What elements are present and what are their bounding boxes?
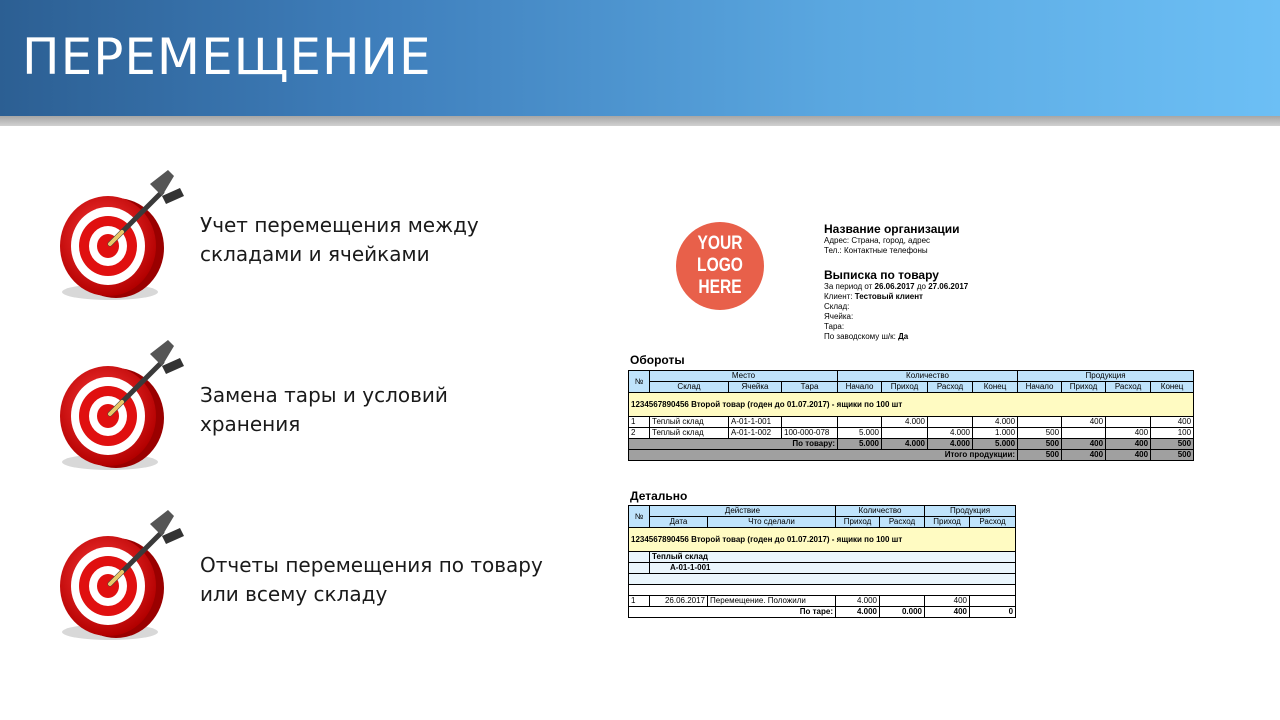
report-header — [824, 222, 968, 342]
col-in: Приход — [925, 517, 970, 528]
col-tare: Тара — [782, 382, 838, 393]
table-cell: 4.000 — [928, 439, 973, 450]
report-title: Выписка по товару — [824, 268, 939, 282]
table-cell — [1018, 417, 1062, 428]
target-icon — [50, 506, 190, 646]
table-cell: 400 — [925, 607, 970, 618]
table-cell: 4.000 — [836, 607, 880, 618]
header-divider — [0, 116, 1280, 126]
product-row: 1234567890456 Второй товар (годен до 01.07.2017) - ящики по 100 шт — [629, 528, 1016, 552]
total-row — [629, 450, 1194, 461]
table-cell: 400 — [1062, 439, 1106, 450]
table-cell: A-01-1-002 — [729, 428, 782, 439]
table-cell: 4.000 — [928, 428, 973, 439]
table-cell: 500 — [1018, 450, 1062, 461]
col-start: Начало — [1018, 382, 1062, 393]
table-cell: 1 — [629, 417, 650, 428]
col-in: Приход — [836, 517, 880, 528]
table-cell — [882, 428, 928, 439]
col-out: Расход — [970, 517, 1016, 528]
table-cell: 4.000 — [836, 596, 880, 607]
table-cell: 5.000 — [838, 439, 882, 450]
blank-row — [629, 585, 1016, 596]
table-cell: 5.000 — [973, 439, 1018, 450]
slide-header — [0, 0, 1280, 116]
bullet-item — [50, 166, 610, 306]
table-row — [629, 428, 1194, 439]
table-cell: 4.000 — [882, 417, 928, 428]
by-product-row — [629, 439, 1194, 450]
col-group-action: Действие — [650, 506, 836, 517]
bullet-item — [50, 506, 610, 646]
table-cell — [970, 596, 1016, 607]
table-cell: Перемещение. Положили — [708, 596, 836, 607]
table-cell: Теплый склад — [650, 417, 729, 428]
table-cell: 2 — [629, 428, 650, 439]
bullet-item — [50, 336, 610, 476]
table-cell: 500 — [1151, 439, 1194, 450]
report-warehouse: Склад: — [824, 302, 850, 311]
target-icon — [50, 336, 190, 476]
table-cell: По товару: — [629, 439, 838, 450]
report-tare: Тара: — [824, 322, 845, 331]
org-address: Адрес: Страна, город, адрес — [824, 236, 931, 245]
col-start: Начало — [838, 382, 882, 393]
table-row — [629, 596, 1016, 607]
col-out: Расход — [928, 382, 973, 393]
bullet-text: Учет перемещения между складами и ячейками — [200, 213, 479, 266]
col-num: № — [629, 371, 650, 393]
table-cell — [880, 596, 925, 607]
table-cell — [838, 417, 882, 428]
report-period: За период от 26.06.2017 до 27.06.2017 — [824, 282, 969, 291]
col-out: Расход — [880, 517, 925, 528]
table-cell: 400 — [1062, 417, 1106, 428]
table-row — [629, 417, 1194, 428]
table-cell: Теплый склад — [650, 552, 1016, 563]
table-cell: 1 — [629, 596, 650, 607]
table-cell: По таре: — [629, 607, 836, 618]
bullet-text: Отчеты перемещения по товару или всему складу — [200, 553, 543, 606]
table-cell: 500 — [1018, 439, 1062, 450]
table-cell: 500 — [1151, 450, 1194, 461]
table-cell: 100-000-078 — [782, 428, 838, 439]
report-cell: Ячейка: — [824, 312, 854, 321]
table-cell: 4.000 — [882, 439, 928, 450]
report-barcode: По заводскому ш/к: Да — [824, 332, 909, 341]
org-name: Название организации — [824, 222, 960, 236]
detail-title: Детально — [630, 489, 688, 503]
col-group-qty: Количество — [836, 506, 925, 517]
col-in: Приход — [882, 382, 928, 393]
table-cell — [629, 563, 650, 574]
col-num: № — [629, 506, 650, 528]
turnover-title: Обороты — [630, 353, 685, 367]
table-cell: 400 — [1106, 428, 1151, 439]
table-cell — [629, 552, 650, 563]
table-cell: 400 — [925, 596, 970, 607]
table-cell: 400 — [1062, 450, 1106, 461]
table-cell: 4.000 — [973, 417, 1018, 428]
col-group-prod: Продукция — [1018, 371, 1194, 382]
table-cell: 400 — [1151, 417, 1194, 428]
col-in: Приход — [1062, 382, 1106, 393]
bullet-text: Замена тары и условий хранения — [200, 383, 448, 436]
logo-placeholder: YOUR LOGO HERE — [676, 222, 764, 310]
col-out: Расход — [1106, 382, 1151, 393]
col-group-qty: Количество — [838, 371, 1018, 382]
table-cell: Итого продукции: — [629, 450, 1018, 461]
report-client: Клиент: Тестовый клиент — [824, 292, 923, 301]
table-cell — [629, 585, 1016, 596]
table-cell: 26.06.2017 — [650, 596, 708, 607]
table-cell: 100 — [1151, 428, 1194, 439]
col-end: Конец — [1151, 382, 1194, 393]
col-sklad: Склад — [650, 382, 729, 393]
table-cell: A-01-1-001 — [729, 417, 782, 428]
col-group-place: Место — [650, 371, 838, 382]
table-cell — [1106, 417, 1151, 428]
by-tare-row — [629, 607, 1016, 618]
detail-table — [628, 505, 1016, 618]
cell-row — [629, 563, 1016, 574]
col-what: Что сделали — [708, 517, 836, 528]
table-cell — [1062, 428, 1106, 439]
table-cell — [928, 417, 973, 428]
col-group-prod: Продукция — [925, 506, 1016, 517]
slide-title: ПЕРЕМЕЩЕНИЕ — [22, 28, 432, 86]
org-phone: Тел.: Контактные телефоны — [824, 246, 928, 255]
col-end: Конец — [973, 382, 1018, 393]
table-cell — [782, 417, 838, 428]
target-icon — [50, 166, 190, 306]
table-cell: 400 — [1106, 450, 1151, 461]
table-cell: 1.000 — [973, 428, 1018, 439]
col-date: Дата — [650, 517, 708, 528]
table-cell — [629, 574, 1016, 585]
col-cell: Ячейка — [729, 382, 782, 393]
table-cell: 5.000 — [838, 428, 882, 439]
warehouse-row — [629, 552, 1016, 563]
product-row: 1234567890456 Второй товар (годен до 01.07.2017) - ящики по 100 шт — [629, 393, 1194, 417]
table-cell: 0.000 — [880, 607, 925, 618]
blank-row — [629, 574, 1016, 585]
table-cell: 400 — [1106, 439, 1151, 450]
table-cell: 0 — [970, 607, 1016, 618]
table-cell: 500 — [1018, 428, 1062, 439]
table-cell: Теплый склад — [650, 428, 729, 439]
table-cell: A-01-1-001 — [650, 563, 1016, 574]
turnover-table — [628, 370, 1194, 461]
